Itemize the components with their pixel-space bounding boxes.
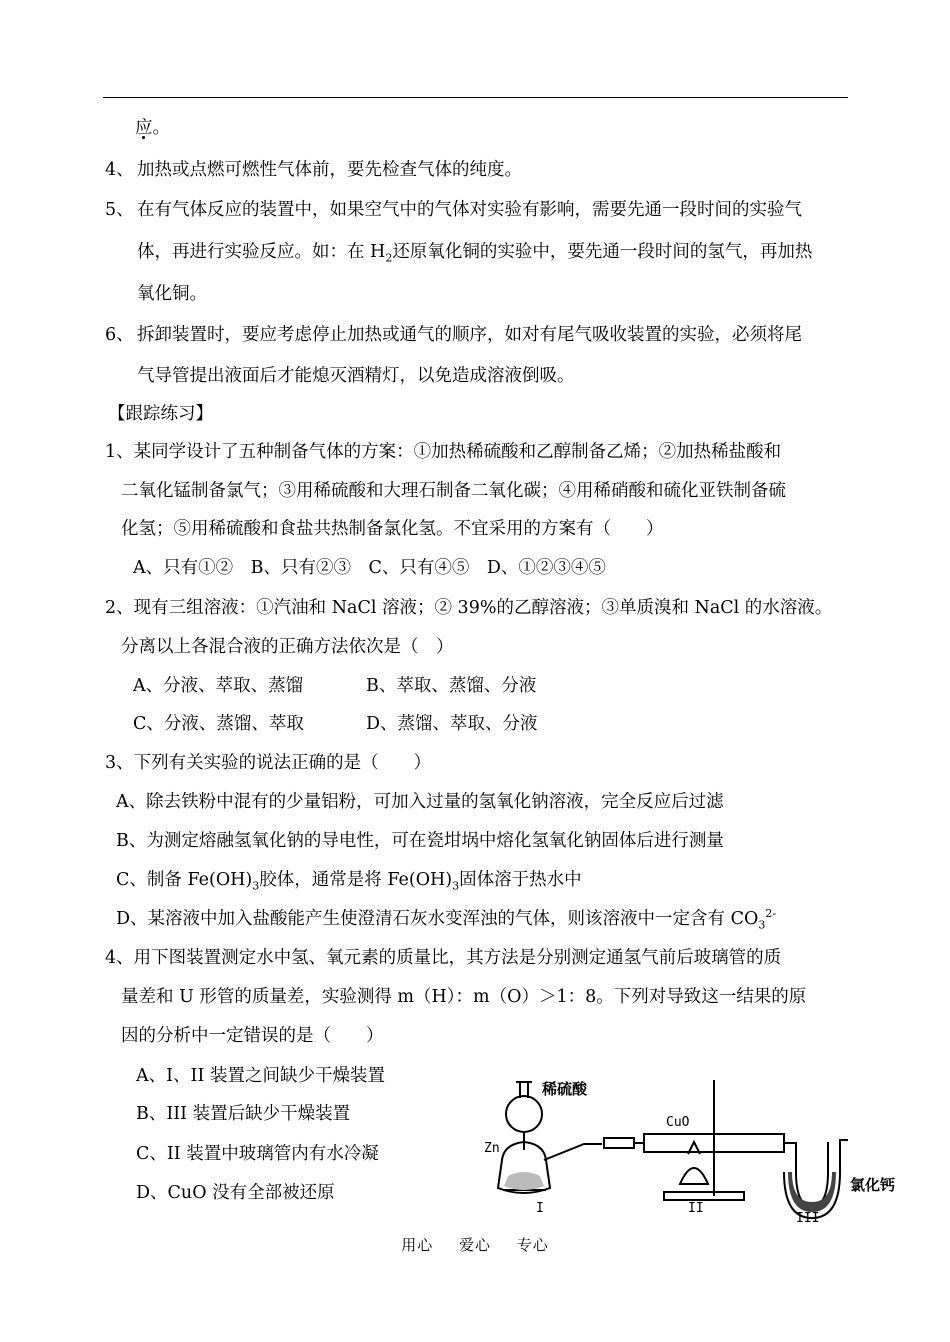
- section-heading: 【跟踪练习】: [108, 404, 213, 424]
- page-footer: [0, 1234, 950, 1255]
- question-2-option-b: B、萃取、蒸馏、分液: [366, 676, 537, 696]
- header-rule: [103, 97, 848, 98]
- question-1-options: A、只有①② B、只有②③ C、只有④⑤ D、①②③④⑤: [133, 558, 606, 578]
- label-apparatus-i: I: [536, 1201, 544, 1216]
- footer-word-3: 专心: [516, 1236, 549, 1254]
- item-5-line-1: 在有气体反应的装置中，如果空气中的气体对实验有影响，需要先通一段时间的实验气: [137, 200, 802, 220]
- label-apparatus-ii: II: [688, 1201, 704, 1216]
- experiment-apparatus-figure: [484, 1072, 896, 1226]
- label-dilute-sulfuric-acid: 稀硫酸: [542, 1080, 588, 1098]
- item-5-line-2: 体，再进行实验反应。如：在 $H_2$还原氧化铜的实验中，要先通一段时间的氢气，再加热: [137, 242, 813, 265]
- question-3-option-c: C、制备 $Fe(OH)_3$胶体，通常是将 $Fe(OH)_3$固体溶于热水中: [116, 870, 582, 893]
- footer-word-1: 用心: [401, 1236, 434, 1254]
- item-4-text: 加热或点燃可燃性气体前，要先检查气体的纯度。: [137, 160, 522, 180]
- question-3-stem: 3、下列有关实验的说法正确的是（ ）: [105, 753, 432, 773]
- item-number-4: 4、: [105, 160, 134, 180]
- question-3-option-d: D、某溶液中加入盐酸能产生使澄清石灰水变浑浊的气体，则该溶液中一定含有 $CO_3^{2-}$: [116, 907, 777, 932]
- question-2-line-2: 分离以上各混合液的正确方法依次是（ ）: [121, 637, 454, 657]
- item-number-5: 5、: [105, 200, 134, 220]
- question-1-line-2: 二氧化锰制备氯气；③用稀硫酸和大理石制备二氧化碳；④用稀硝酸和硫化亚铁制备硫: [121, 481, 786, 501]
- question-4-option-d: D、CuO 没有全部被还原: [136, 1183, 335, 1203]
- question-4-option-a: A、I、II 装置之间缺少干燥装置: [136, 1066, 385, 1086]
- item-6-line-2: 气导管提出液面后才能熄灭酒精灯，以免造成溶液倒吸。: [137, 366, 575, 386]
- question-1-line-1: 1、某同学设计了五种制备气体的方案：①加热稀硫酸和乙醇制备乙烯；②加热稀盐酸和: [105, 442, 782, 462]
- question-3-option-a: A、除去铁粉中混有的少量铝粉，可加入过量的氢氧化钠溶液，完全反应后过滤: [116, 792, 724, 812]
- question-2-line-1: 2、现有三组溶液：①汽油和 NaCl 溶液；② 39%的乙醇溶液；③单质溴和 NaCl 的水溶液。: [105, 598, 833, 618]
- label-calcium-chloride: 氯化钙: [850, 1176, 896, 1194]
- footer-word-2: 爱心: [458, 1236, 491, 1254]
- item-number-6: 6、: [105, 325, 134, 345]
- question-1-line-3: 化氢；⑤用稀硫酸和食盐共热制备氯化氢。不宜采用的方案有（ ）: [121, 519, 664, 539]
- question-2-option-c: C、分液、蒸馏、萃取: [133, 714, 304, 734]
- item-5-line-3: 氧化铜。: [137, 284, 207, 304]
- label-copper-oxide: CuO: [666, 1115, 690, 1130]
- question-4-option-c: C、II 装置中玻璃管内有水冷凝: [136, 1144, 379, 1164]
- label-zinc: Zn: [484, 1141, 500, 1156]
- question-3-option-b: B、为测定熔融氢氧化钠的导电性，可在瓷坩埚中熔化氢氧化钠固体后进行测量: [116, 831, 724, 851]
- question-2-option-d: D、蒸馏、萃取、分液: [366, 714, 538, 734]
- zinc-granules: [504, 1172, 544, 1190]
- continued-text: 应。: [135, 118, 170, 138]
- question-4-line-3: 因的分析中一定错误的是（ ）: [121, 1026, 384, 1046]
- question-4-line-1: 4、用下图装置测定水中氢、氧元素的质量比，其方法是分别测定通氢气前后玻璃管的质: [105, 948, 782, 968]
- question-4-option-b: B、III 装置后缺少干燥装置: [136, 1104, 351, 1124]
- question-2-option-a: A、分液、萃取、蒸馏: [133, 676, 304, 696]
- question-4-line-2: 量差和 U 形管的质量差，实验测得 m（H）：m（O）＞1：8。下列对导致这一结果的原: [121, 987, 807, 1007]
- item-6-line-1: 拆卸装置时，要应考虑停止加热或通气的顺序，如对有尾气吸收装置的实验，必须将尾: [137, 325, 802, 345]
- label-apparatus-iii: III: [796, 1211, 820, 1226]
